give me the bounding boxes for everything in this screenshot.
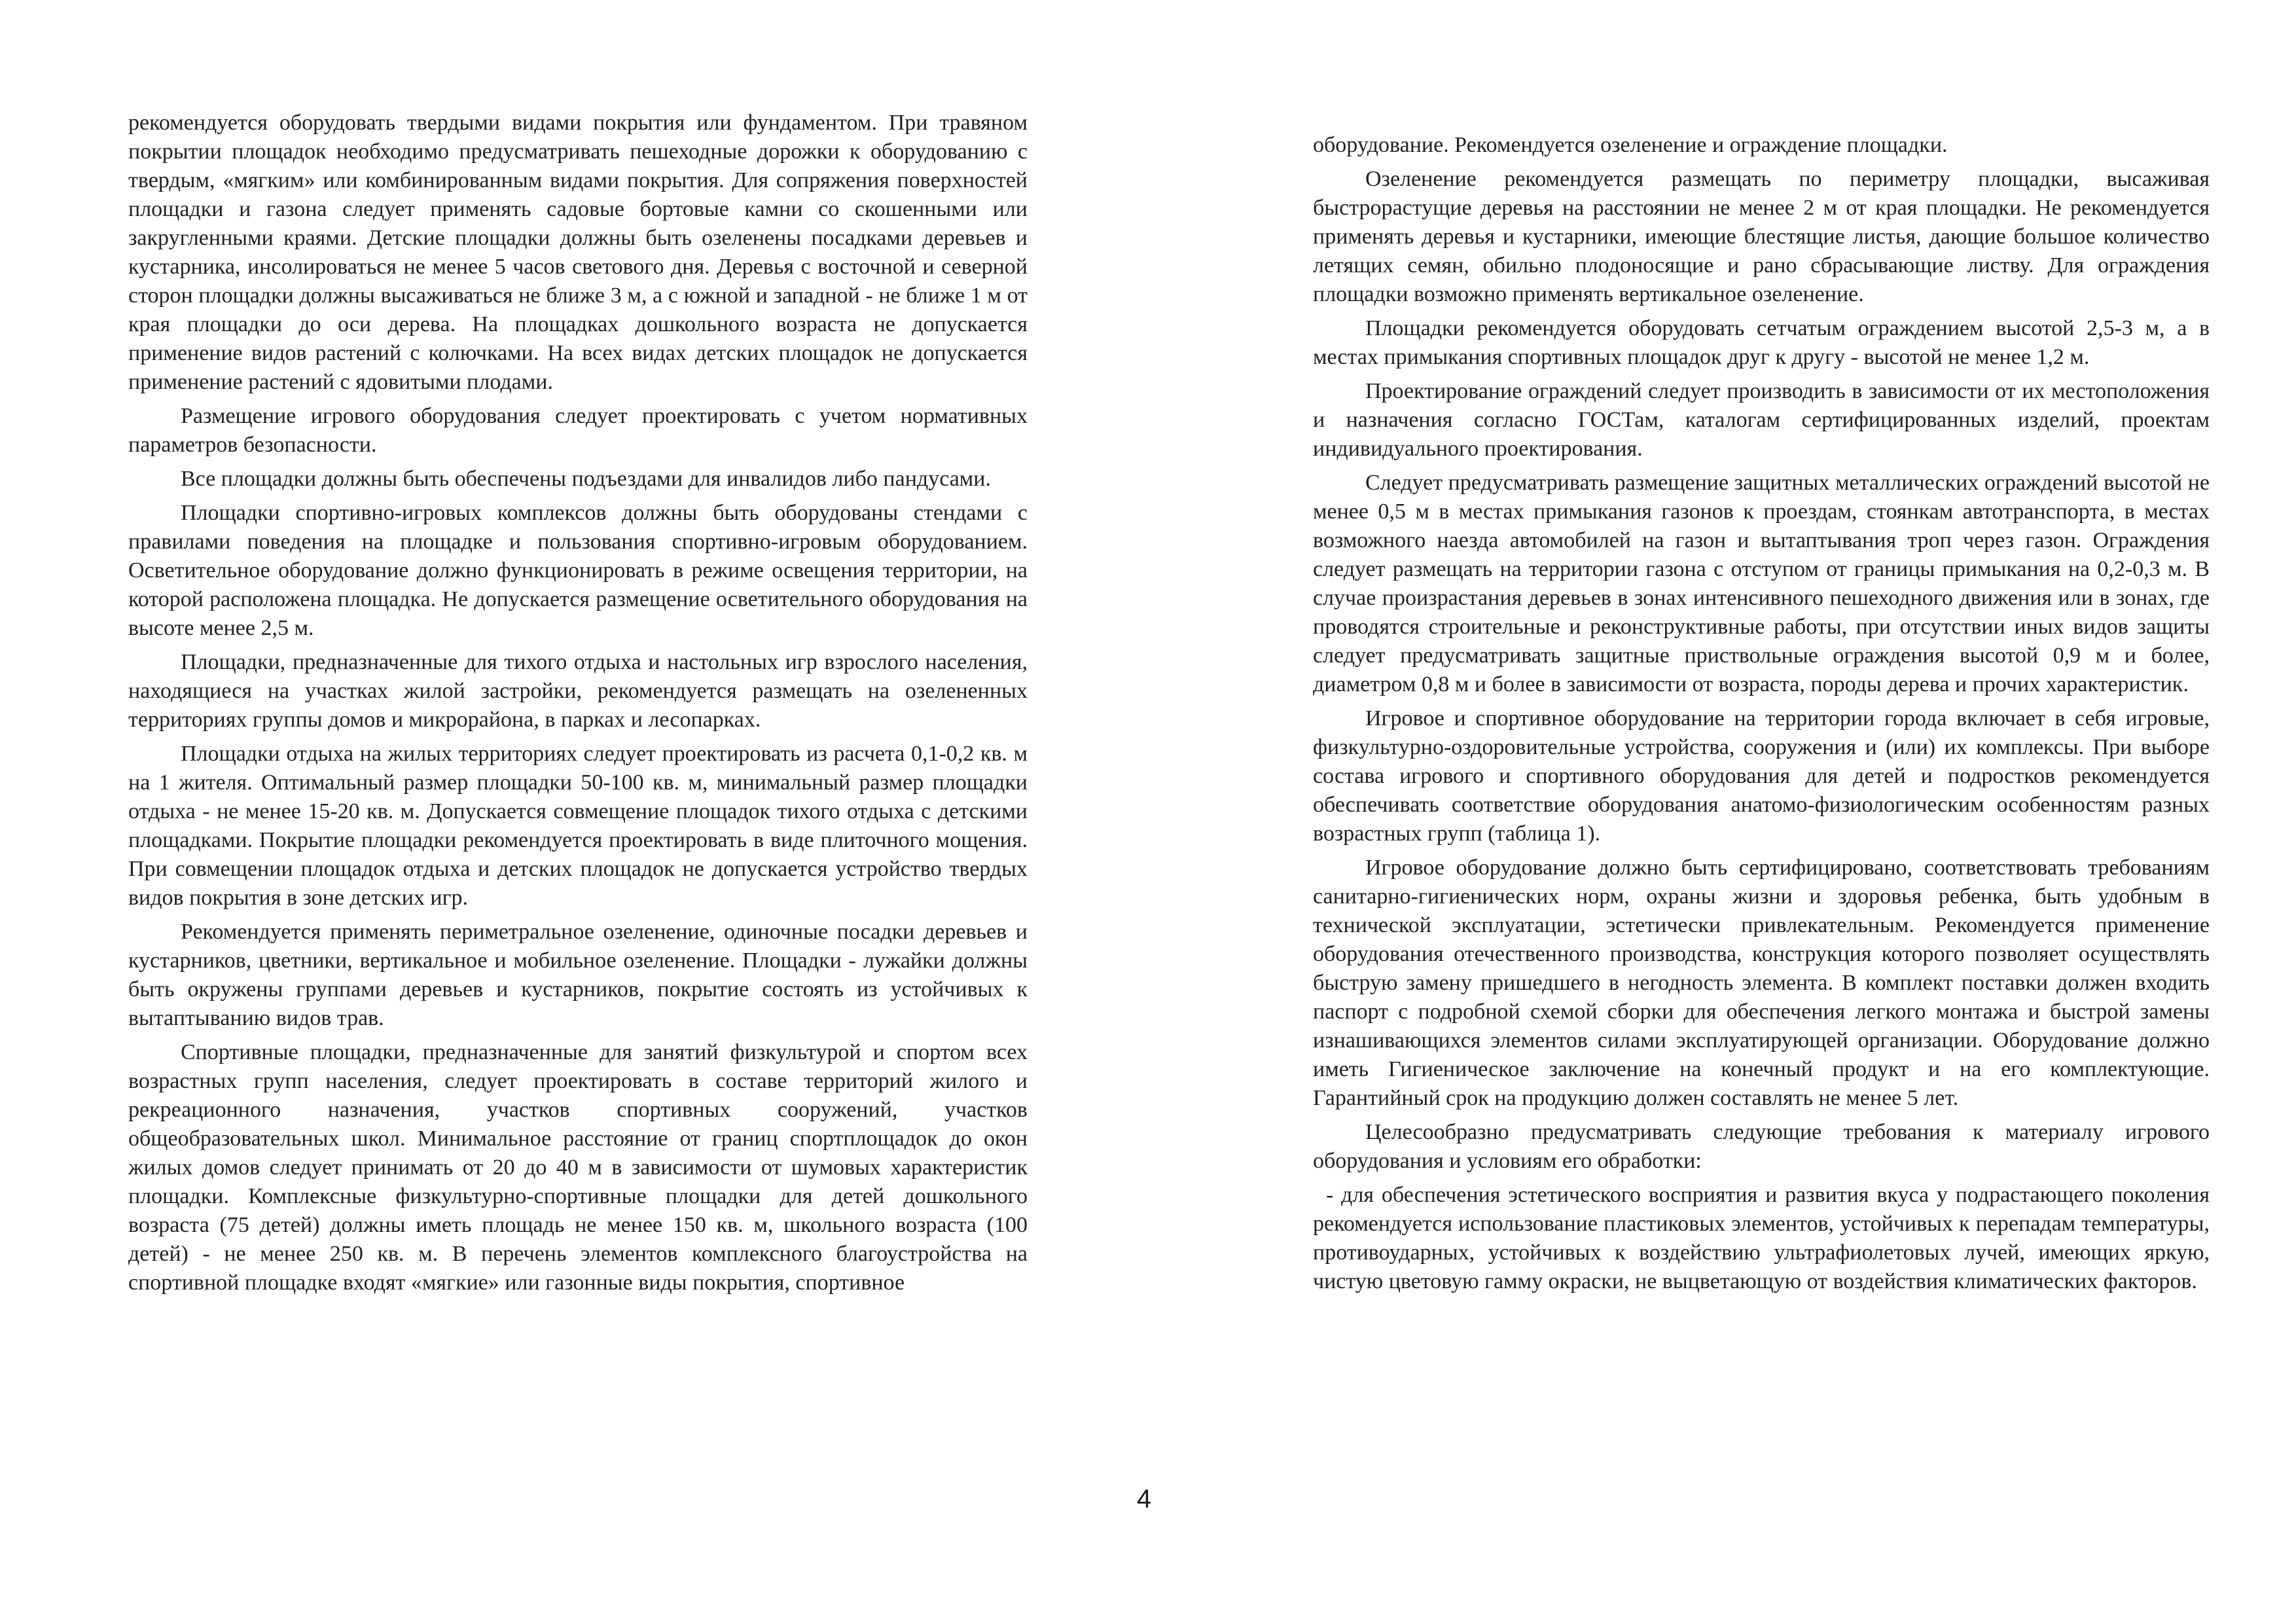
- paragraph: Целесообразно предусматривать следующие требования к материалу игрового оборудования и условиям его обработки:: [1313, 1120, 2210, 1173]
- page-number: 4: [1136, 1485, 1152, 1513]
- paragraph: оборудование. Рекомендуется озеленение и ограждение площадки.: [1313, 133, 1948, 157]
- paragraph: Площадки спортивно-игровых комплексов должны быть оборудованы стендами с правилами поведения на площадке и пользования спортивно-игровым оборудованием. Осветительное оборудование должно функционировать в режиме освещения территории, на которой расположена площадка. Не допускается размещение осветительного оборудования на высоте менее 2,5 м.: [128, 501, 1028, 640]
- paragraph: Размещение игрового оборудования следует проектировать с учетом нормативных параметров безопасности.: [128, 404, 1028, 457]
- paragraph: Все площадки должны быть обеспечены подъездами для инвалидов либо пандусами.: [181, 467, 991, 491]
- paragraph: Площадки рекомендуется оборудовать сетчатым ограждением высотой 2,5-3 м, а в местах примыкания спортивных площадок друг к другу - высотой не менее 1,2 м.: [1313, 316, 2210, 369]
- paragraph: Озеленение рекомендуется размещать по периметру площадки, высаживая быстрорастущие деревья на расстоянии не менее 2 м от края площадки. Не рекомендуется применять деревья и кустарники, имеющие блестящие листья, дающие большое количество летящих семян, обильно плодоносящие и рано сбрасывающие листву. Для ограждения площадки возможно применять вертикальное озеленение.: [1313, 167, 2210, 306]
- left-page-text-column: [128, 109, 1028, 1303]
- paragraph: Следует предусматривать размещение защитных металлических ограждений высотой не менее 0,5 м в местах примыкания газонов к проездам, стоянкам автотранспорта, в местах возможного наезда автомобилей на газон и вытаптывания троп через газон. Ограждения следует размещать на территории газона с отступом от границы примыкания на 0,2-0,3 м. В случае произрастания деревьев в зонах интенсивного пешеходного движения или в зонах, где проводятся строительные и реконструктивные работы, при отсутствии иных видов защиты следует предусматривать защитные приствольные ограждения высотой 0,9 м и более, диаметром 0,8 м и более в зависимости от возраста, породы дерева и прочих характеристик.: [1313, 471, 2210, 696]
- paragraph: рекомендуется оборудовать твердыми видами покрытия или фундаментом. При травяном покрытии площадок необходимо предусматривать пешеходные дорожки к оборудованию с твердым, «мягким» или комбинированным видами покрытия. Для сопряжения поверхностей площадки и газона следует применять садовые бортовые камни со скошенными или закругленными краями. Детские площадки должны быть озеленены посадками деревьев и кустарника, инсолироваться не менее 5 часов светового дня. Деревья с восточной и северной сторон площадки должны высаживаться не ближе 3 м, а с южной и западной - не ближе 1 м от края площадки до оси дерева. На площадках дошкольного возраста не допускается применение видов растений с колючками. На всех видах детских площадок не допускается применение растений с ядовитыми плодами.: [128, 111, 1028, 394]
- paragraph: Площадки, предназначенные для тихого отдыха и настольных игр взрослого населения, находящиеся на участках жилой застройки, рекомендуется размещать на озелененных территориях группы домов и микрорайона, в парках и лесопарках.: [128, 650, 1028, 732]
- paragraph: Площадки отдыха на жилых территориях следует проектировать из расчета 0,1-0,2 кв. м на 1 жителя. Оптимальный размер площадки 50-100 кв. м, минимальный размер площадки отдыха - не менее 15-20 кв. м. Допускается совмещение площадок тихого отдыха с детскими площадками. Покрытие площадки рекомендуется проектировать в виде плиточного мощения. При совмещении площадок отдыха и детских площадок не допускается устройство твердых видов покрытия в зоне детских игр.: [128, 742, 1028, 910]
- paragraph: Рекомендуется применять периметральное озеленение, одиночные посадки деревьев и кустарников, цветники, вертикальное и мобильное озеленение. Площадки - лужайки должны быть окружены группами деревьев и кустарников, покрытие состоять из устойчивых к вытаптыванию видов трав.: [128, 920, 1028, 1030]
- list-item: - для обеспечения эстетического восприятия и развития вкуса у подрастающего поколения рекомендуется использование пластиковых элементов, устойчивых к перепадам температуры, противоударных, устойчивых к воздействию ультрафиолетовых лучей, имеющих яркую, чистую цветовую гамму окраски, не выцветающую от воздействия климатических факторов.: [1313, 1183, 2210, 1293]
- right-page-text-column: [1313, 131, 2210, 1301]
- paragraph: Игровое оборудование должно быть сертифицировано, соответствовать требованиям санитарно-гигиенических норм, охраны жизни и здоровья ребенка, быть удобным в технической эксплуатации, эстетически привлекательным. Рекомендуется применение оборудования отечественного производства, конструкция которого позволяет осуществлять быструю замену пришедшего в негодность элемента. В комплект поставки должен входить паспорт с подробной схемой сборки для обеспечения легкого монтажа и быстрой замены изнашивающихся элементов силами эксплуатирующей организации. Оборудование должно иметь Гигиеническое заключение на конечный продукт и на его комплектующие. Гарантийный срок на продукцию должен составлять не менее 5 лет.: [1313, 856, 2210, 1110]
- paragraph: Спортивные площадки, предназначенные для занятий физкультурой и спортом всех возрастных групп населения, следует проектировать в составе территорий жилого и рекреационного назначения, участков спортивных сооружений, участков общеобразовательных школ. Минимальное расстояние от границ спортплощадок до окон жилых домов следует принимать от 20 до 40 м в зависимости от шумовых характеристик площадки. Комплексные физкультурно-спортивные площадки для детей дошкольного возраста (75 детей) должны иметь площадь не менее 150 кв. м, школьного возраста (100 детей) - не менее 250 кв. м. В перечень элементов комплексного благоустройства на спортивной площадке входят «мягкие» или газонные виды покрытия, спортивное: [128, 1040, 1028, 1295]
- paragraph: Игровое и спортивное оборудование на территории города включает в себя игровые, физкультурно-оздоровительные устройства, сооружения и (или) их комплексы. При выборе состава игрового и спортивного оборудования для детей и подростков рекомендуется обеспечивать соответствие оборудования анатомо-физиологическим особенностям разных возрастных групп (таблица 1).: [1313, 706, 2210, 846]
- paragraph: Проектирование ограждений следует производить в зависимости от их местоположения и назначения согласно ГОСТам, каталогам сертифицированных изделий, проектам индивидуального проектирования.: [1313, 379, 2210, 461]
